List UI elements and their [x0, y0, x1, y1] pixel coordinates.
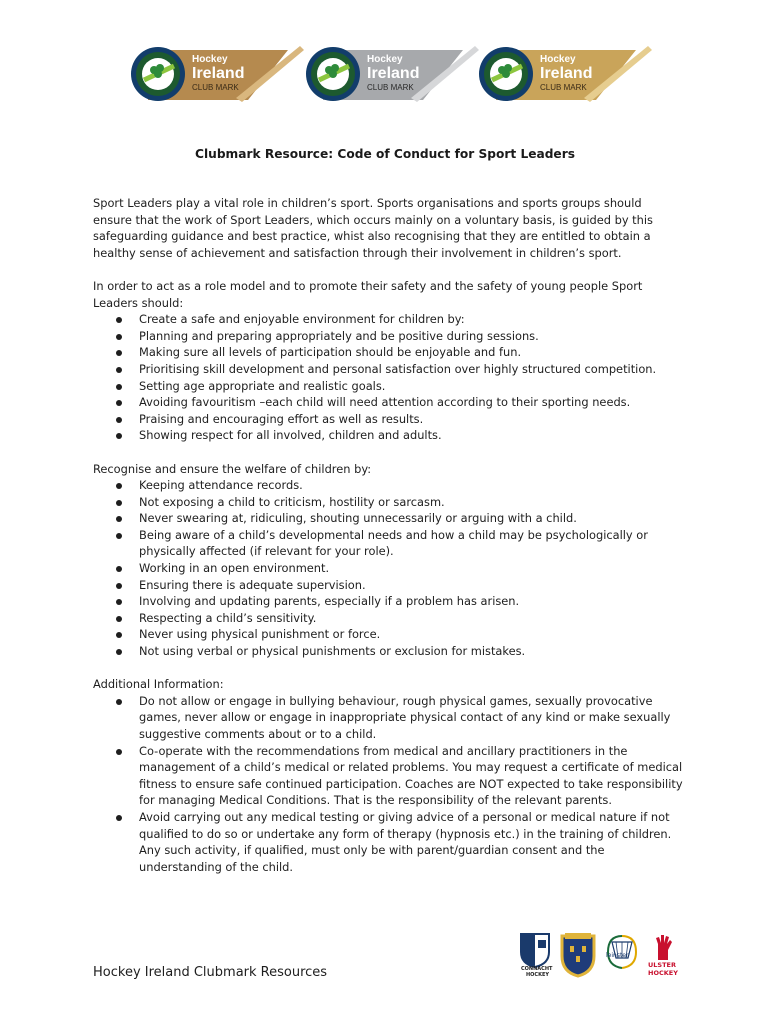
connacht-line1: CONNACHT	[521, 966, 553, 972]
logo1-line2: Ireland	[192, 65, 245, 82]
list-item: Setting age appropriate and realistic goals.	[139, 378, 683, 395]
list-item: Ensuring there is adequate supervision.	[139, 577, 683, 594]
club-mark-bronze-logo	[128, 40, 306, 106]
document-body	[93, 195, 683, 875]
logo2-line2: Ireland	[367, 65, 420, 82]
list-item: Avoid carrying out any medical testing or giving advice of a personal or medical nature if not qualified to do so or undertake any form of therapy (hypnosis etc.) in the training of children. Any such activity, if qualified, must only be with parent/guardian consent and the understanding of the child.	[139, 809, 683, 875]
list-item: Create a safe and enjoyable environment for children by:	[139, 311, 683, 328]
provincial-logos	[518, 932, 678, 980]
logo3-line3: CLUB MARK	[540, 83, 587, 92]
club-mark-silver-logo	[303, 40, 481, 106]
section-2-list	[93, 477, 683, 660]
logo2-line1: Hockey	[367, 54, 403, 65]
munster-crest-icon	[559, 932, 597, 978]
munster-hockey-logo	[559, 932, 597, 980]
list-item: Not exposing a child to criticism, hostility or sarcasm.	[139, 494, 683, 511]
club-mark-gold-logo	[476, 40, 654, 106]
connacht-line2: HOCKEY	[526, 972, 550, 978]
list-item: Working in an open environment.	[139, 560, 683, 577]
logo3-line2: Ireland	[540, 65, 593, 82]
list-item: Respecting a child’s sensitivity.	[139, 610, 683, 627]
section-3-list	[93, 693, 683, 876]
red-hand-icon	[646, 932, 680, 962]
intro-paragraph: Sport Leaders play a vital role in children’s sport. Sports organisations and sports groups should ensure that the work of Sport Leaders, which occurs mainly on a voluntary basis, is guided by this safeguarding guidance and best practice, whist also recognising that they are entitled to obtain a healthy sense of achievement and satisfaction through their involvement in children’s sport.	[93, 196, 653, 260]
section-2-heading: Recognise and ensure the welfare of children by:	[93, 461, 372, 476]
logo2-line3: CLUB MARK	[367, 83, 414, 92]
list-item: Planning and preparing appropriately and be positive during sessions.	[139, 328, 683, 345]
list-item: Co-operate with the recommendations from medical and ancillary practitioners in the management of a child’s medical or related problems. You may request a certificate of medical fitness to ensure safe continued participation. Coaches are NOT expected to take responsibility for managing Medical Conditions. That is the responsibility of the relevant parents.	[139, 743, 683, 808]
section-1-heading: In order to act as a role model and to promote their safety and the safety of young people Sport Leaders should:	[93, 278, 643, 310]
list-item: Involving and updating parents, especially if a problem has arisen.	[139, 593, 683, 610]
list-item: Making sure all levels of participation should be enjoyable and fun.	[139, 344, 683, 361]
list-item: Never using physical punishment or force.	[139, 626, 683, 643]
ulster-hockey-logo	[646, 932, 680, 980]
list-item: Praising and encouraging effort as well as results.	[139, 411, 683, 428]
logo3-line1: Hockey	[540, 54, 576, 65]
list-item: Avoiding favouritism –each child will need attention according to their sporting needs.	[139, 394, 683, 411]
footer-text: Hockey Ireland Clubmark Resources	[93, 965, 328, 980]
leinster-hockey-logo	[604, 932, 640, 980]
section-1-list	[93, 311, 683, 444]
leinster-label: leinster	[606, 952, 629, 959]
ulster-line1: ULSTER	[648, 961, 676, 969]
list-item: Not using verbal or physical punishments or exclusion for mistakes.	[139, 643, 683, 660]
section-3-heading: Additional Information:	[93, 677, 224, 692]
list-item: Do not allow or engage in bullying behaviour, rough physical games, sexually provocative games, never allow or engage in inappropriate physical contact of any kind or make sexually suggestive comments about or to a child.	[139, 693, 683, 743]
logo1-line1: Hockey	[192, 54, 228, 65]
list-item: Showing respect for all involved, children and adults.	[139, 427, 683, 444]
club-mark-logos	[128, 40, 648, 106]
ulster-line2: HOCKEY	[648, 969, 678, 977]
document-title: Clubmark Resource: Code of Conduct for Sport Leaders	[195, 147, 575, 161]
logo1-line3: CLUB MARK	[192, 83, 239, 92]
list-item: Keeping attendance records.	[139, 477, 683, 494]
list-item: Never swearing at, ridiculing, shouting unnecessarily or arguing with a child.	[139, 510, 683, 527]
connacht-hockey-logo	[518, 932, 552, 980]
list-item: Being aware of a child’s developmental needs and how a child may be psychologically or physically affected (if relevant for your role).	[139, 527, 683, 560]
list-item: Prioritising skill development and personal satisfaction over highly structured competition.	[139, 361, 683, 378]
